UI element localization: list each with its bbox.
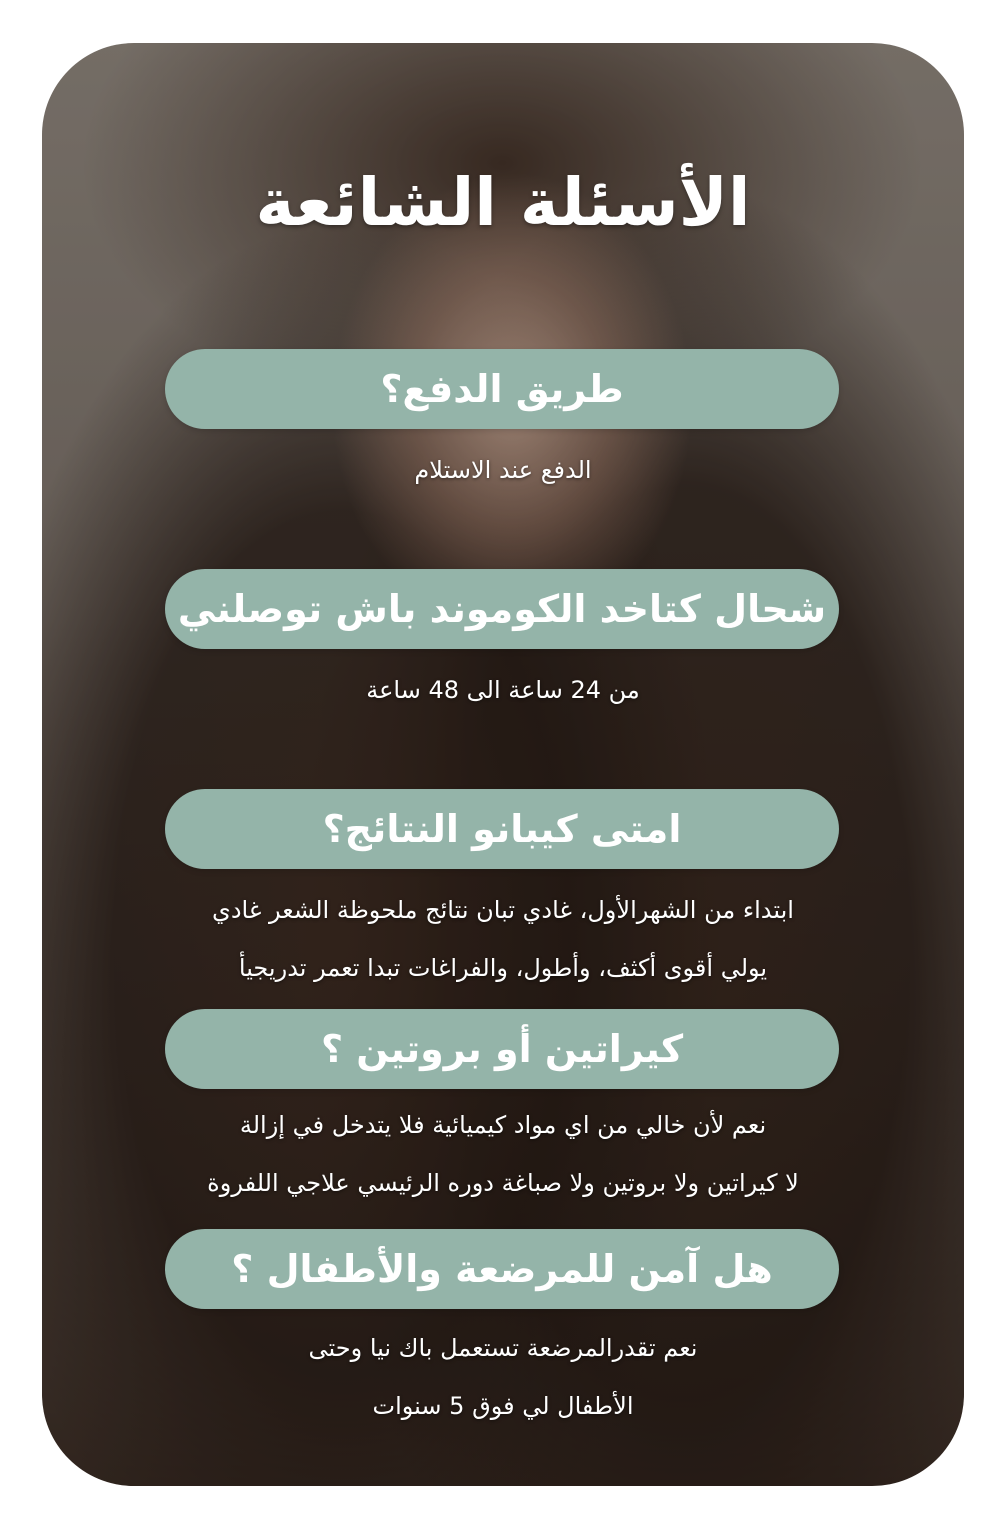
answer-line: الدفع عند الاستلام — [414, 456, 592, 484]
faq-answer-delivery — [102, 661, 904, 719]
faq-content — [42, 43, 964, 1486]
answer-line: لا كيراتين ولا بروتين ولا صباغة دوره الرئيسي علاجي اللفروة — [207, 1169, 799, 1197]
faq-question-safety: هل آمن للمرضعة والأطفال ؟ — [165, 1229, 839, 1309]
answer-line: يولي أقوى أكثف، وأطول، والفراغات تبدا تعمر تدريجيأ — [238, 954, 768, 982]
faq-answer-keratin — [102, 1096, 904, 1212]
answer-line: نعم تقدرالمرضعة تستعمل باك نيا وحتى — [308, 1334, 698, 1362]
page-title: الأسئلة الشائعة — [255, 164, 751, 241]
faq-question-payment: طريق الدفع؟ — [165, 349, 839, 429]
answer-line: ابتداء من الشهرالأول، غادي تبان نتائج ملحوظة الشعر غادي — [212, 896, 794, 924]
faq-answer-results — [102, 881, 904, 997]
faq-card — [42, 43, 964, 1486]
answer-line: الأطفال لي فوق 5 سنوات — [372, 1392, 634, 1420]
faq-answer-safety — [102, 1319, 904, 1435]
faq-question-delivery: شحال كتاخد الكوموند باش توصلني — [165, 569, 839, 649]
answer-line: من 24 ساعة الى 48 ساعة — [366, 676, 640, 704]
faq-question-keratin: كيراتين أو بروتين ؟ — [165, 1009, 839, 1089]
faq-question-results: امتى كيبانو النتائج؟ — [165, 789, 839, 869]
faq-answer-payment — [102, 441, 904, 499]
answer-line: نعم لأن خالي من اي مواد كيميائية فلا يتدخل في إزالة — [239, 1111, 767, 1139]
